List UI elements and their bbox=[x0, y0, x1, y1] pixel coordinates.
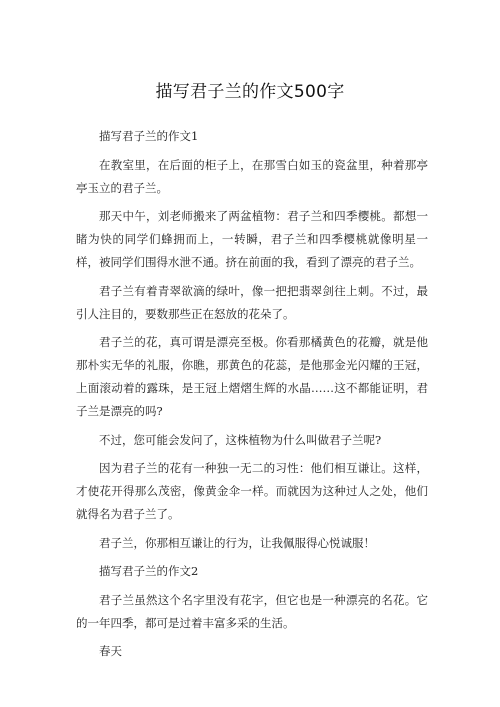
paragraph: 君子兰虽然这个名字里没有花字，但它也是一种漂亮的名花。它的一年四季，都可是过着丰富多采的生活。 bbox=[76, 592, 428, 630]
paragraph: 不过，您可能会发问了，这株植物为什么叫做君子兰呢? bbox=[99, 432, 382, 447]
document-body bbox=[76, 125, 428, 669]
section-heading-2: 描写君子兰的作文2 bbox=[99, 564, 199, 578]
paragraph: 因为君子兰的花有一种独一无二的习性：他们相互谦让。这样，才使花开得那么茂密，像黄金伞一样。而就因为这种过人之处，他们就得名为君子兰了。 bbox=[76, 461, 428, 521]
paragraph: 在教室里，在后面的柜子上，在那雪白如玉的瓷盆里，种着那亭亭玉立的君子兰。 bbox=[76, 157, 428, 195]
paragraph: 君子兰的花，真可谓是漂亮至极。你看那橘黄色的花瓣，就是他那朴实无华的礼服，你瞧，那黄色的花蕊，是他那金光闪耀的王冠，上面滚动着的露珠，是王冠上熠熠生辉的水晶……这不都能证明，君子兰是漂亮的吗? bbox=[76, 335, 428, 418]
section-heading-1: 描写君子兰的作文1 bbox=[99, 129, 199, 143]
paragraph: 那天中午，刘老师搬来了两盆植物：君子兰和四季樱桃。都想一睹为快的同学们蜂拥而上，一转瞬，君子兰和四季樱桃就像明星一样，被同学们围得水泄不通。挤在前面的我，看到了漂亮的君子兰。 bbox=[76, 209, 428, 269]
page-title: 描写君子兰的作文500字 bbox=[155, 82, 345, 102]
paragraph: 君子兰有着青翠欲滴的绿叶，像一把把翡翠剑往上刺。不过，最引人注目的，要数那些正在怒放的花朵了。 bbox=[76, 283, 428, 321]
paragraph: 春天 bbox=[99, 644, 122, 658]
paragraph: 君子兰，你那相互谦让的行为，让我佩服得心悦诚服！ bbox=[99, 535, 375, 550]
